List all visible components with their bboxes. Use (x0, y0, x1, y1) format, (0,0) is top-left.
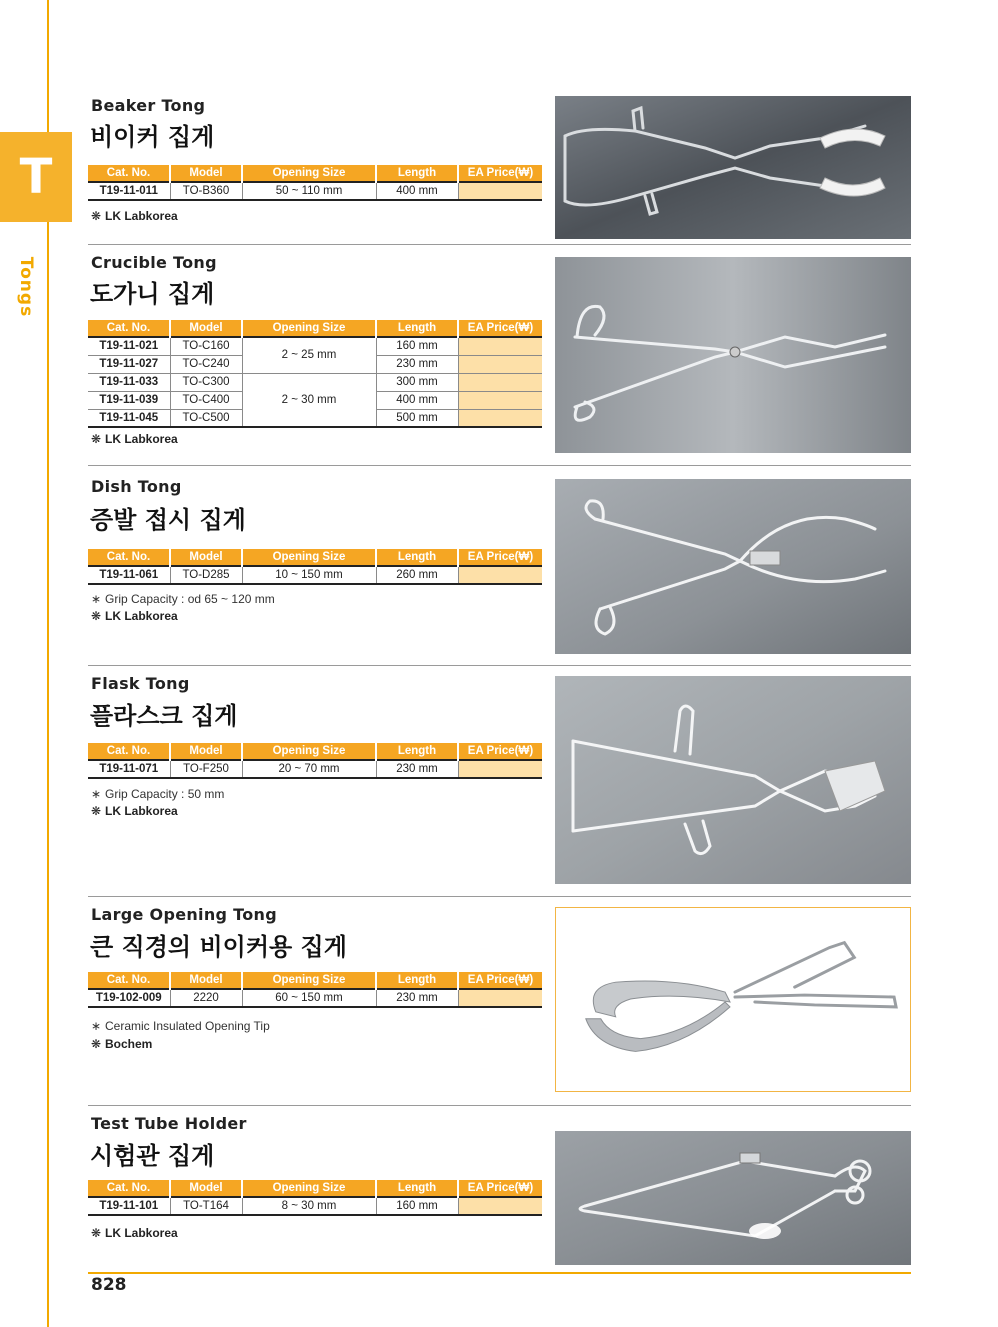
cat-no-cell: T19-11-039 (88, 391, 170, 409)
note-mark: ∗ (91, 787, 102, 801)
opening-cell: 8 ~ 30 mm (242, 1197, 376, 1215)
opening-cell: 50 ~ 110 mm (242, 182, 376, 200)
table-row (88, 337, 542, 355)
header-opening-size: Opening Size (242, 320, 376, 337)
length-cell: 400 mm (376, 182, 458, 200)
price-cell (458, 337, 542, 355)
product-title-ko: 큰 직경의 비이커용 집게 (90, 933, 347, 961)
table-header-row (88, 320, 542, 337)
price-cell (458, 355, 542, 373)
note-text: Grip Capacity : 50 mm (105, 787, 225, 801)
note-line (91, 592, 275, 606)
spec-table (88, 743, 542, 779)
header-cat-no: Cat. No. (88, 1180, 170, 1197)
header-opening-size: Opening Size (242, 165, 376, 182)
table-header-row (88, 1180, 542, 1197)
length-cell: 260 mm (376, 566, 458, 584)
price-cell (458, 391, 542, 409)
spec-table (88, 549, 542, 585)
side-label (14, 252, 38, 322)
brand-name: LK Labkorea (105, 1226, 178, 1240)
model-cell: TO-D285 (170, 566, 242, 584)
brand-line (91, 609, 178, 623)
note-mark: ∗ (91, 592, 102, 606)
section-divider (88, 665, 911, 666)
spec-table (88, 1180, 542, 1216)
table-row (88, 566, 542, 584)
opening-cell: 2 ~ 30 mm (242, 373, 376, 427)
product-title-en: Beaker Tong (91, 96, 206, 115)
length-cell: 160 mm (376, 337, 458, 355)
opening-cell: 20 ~ 70 mm (242, 760, 376, 778)
brand-line (91, 209, 178, 223)
model-cell: TO-T164 (170, 1197, 242, 1215)
cat-no-cell: T19-102-009 (88, 989, 170, 1007)
model-cell: TO-C160 (170, 337, 242, 355)
header-price: EA Price(₩) (458, 743, 542, 760)
header-cat-no: Cat. No. (88, 165, 170, 182)
page-number: 828 (91, 1275, 127, 1295)
header-cat-no: Cat. No. (88, 320, 170, 337)
model-cell: TO-C400 (170, 391, 242, 409)
header-model: Model (170, 320, 242, 337)
price-cell (458, 760, 542, 778)
brand-name: Bochem (105, 1037, 153, 1051)
header-price: EA Price(₩) (458, 320, 542, 337)
header-model: Model (170, 549, 242, 566)
cat-no-cell: T19-11-021 (88, 337, 170, 355)
product-title-en: Test Tube Holder (91, 1114, 247, 1133)
note-text: Ceramic Insulated Opening Tip (105, 1019, 270, 1033)
note-mark: ∗ (91, 1019, 102, 1033)
product-title-en: Large Opening Tong (91, 905, 277, 924)
price-cell (458, 989, 542, 1007)
header-cat-no: Cat. No. (88, 743, 170, 760)
cat-no-cell: T19-11-033 (88, 373, 170, 391)
model-cell: TO-C240 (170, 355, 242, 373)
cat-no-cell: T19-11-061 (88, 566, 170, 584)
header-opening-size: Opening Size (242, 972, 376, 989)
product-photo-beaker-tong (555, 96, 911, 239)
header-model: Model (170, 972, 242, 989)
brand-line (91, 1037, 152, 1051)
opening-cell: 10 ~ 150 mm (242, 566, 376, 584)
header-model: Model (170, 743, 242, 760)
section-divider (88, 1105, 911, 1106)
header-model: Model (170, 165, 242, 182)
header-cat-no: Cat. No. (88, 972, 170, 989)
opening-cell: 2 ~ 25 mm (242, 337, 376, 373)
brand-mark: ❋ (91, 804, 102, 818)
product-title-ko: 증발 접시 집게 (90, 506, 246, 534)
header-price: EA Price(₩) (458, 1180, 542, 1197)
header-length: Length (376, 549, 458, 566)
length-cell: 230 mm (376, 989, 458, 1007)
product-title-ko: 도가니 집게 (90, 280, 215, 308)
header-length: Length (376, 320, 458, 337)
brand-mark: ❋ (91, 209, 102, 223)
header-price: EA Price(₩) (458, 972, 542, 989)
side-label-text: Tongs (16, 256, 36, 318)
price-cell (458, 373, 542, 391)
product-title-en: Dish Tong (91, 477, 182, 496)
length-cell: 300 mm (376, 373, 458, 391)
length-cell: 230 mm (376, 355, 458, 373)
header-model: Model (170, 1180, 242, 1197)
product-title-ko: 시험관 집게 (90, 1142, 215, 1170)
table-row (88, 760, 542, 778)
table-header-row (88, 165, 542, 182)
cat-no-cell: T19-11-027 (88, 355, 170, 373)
note-line (91, 787, 224, 801)
header-length: Length (376, 165, 458, 182)
table-row (88, 989, 542, 1007)
table-header-row (88, 743, 542, 760)
spec-table (88, 165, 542, 201)
spec-table (88, 320, 542, 428)
header-length: Length (376, 1180, 458, 1197)
product-photo-large-opening-tong (555, 907, 911, 1092)
note-text: Grip Capacity : od 65 ~ 120 mm (105, 592, 275, 606)
brand-mark: ❋ (91, 1037, 102, 1051)
brand-mark: ❋ (91, 609, 102, 623)
header-opening-size: Opening Size (242, 1180, 376, 1197)
opening-cell: 60 ~ 150 mm (242, 989, 376, 1007)
cat-no-cell: T19-11-045 (88, 409, 170, 427)
spec-table (88, 972, 542, 1008)
header-price: EA Price(₩) (458, 165, 542, 182)
brand-name: LK Labkorea (105, 804, 178, 818)
table-row (88, 373, 542, 391)
header-opening-size: Opening Size (242, 743, 376, 760)
cat-no-cell: T19-11-011 (88, 182, 170, 200)
product-photo-test-tube-holder (555, 1131, 911, 1265)
section-divider (88, 465, 911, 466)
header-length: Length (376, 743, 458, 760)
brand-mark: ❋ (91, 432, 102, 446)
section-divider (88, 244, 911, 245)
product-title-en: Flask Tong (91, 674, 190, 693)
header-cat-no: Cat. No. (88, 549, 170, 566)
brand-name: LK Labkorea (105, 209, 178, 223)
model-cell: TO-C300 (170, 373, 242, 391)
model-cell: 2220 (170, 989, 242, 1007)
brand-line (91, 1226, 178, 1240)
section-tab-letter: T (19, 149, 53, 205)
brand-name: LK Labkorea (105, 432, 178, 446)
price-cell (458, 409, 542, 427)
table-header-row (88, 972, 542, 989)
cat-no-cell: T19-11-101 (88, 1197, 170, 1215)
price-cell (458, 182, 542, 200)
product-title-ko: 플라스크 집게 (90, 702, 238, 730)
brand-name: LK Labkorea (105, 609, 178, 623)
section-divider (88, 896, 911, 897)
note-line (91, 1019, 270, 1033)
product-title-en: Crucible Tong (91, 253, 217, 272)
table-row (88, 182, 542, 200)
length-cell: 400 mm (376, 391, 458, 409)
brand-mark: ❋ (91, 1226, 102, 1240)
product-title-ko: 비이커 집게 (90, 123, 215, 151)
model-cell: TO-F250 (170, 760, 242, 778)
model-cell: TO-B360 (170, 182, 242, 200)
product-photo-flask-tong (555, 676, 911, 884)
cat-no-cell: T19-11-071 (88, 760, 170, 778)
length-cell: 160 mm (376, 1197, 458, 1215)
header-price: EA Price(₩) (458, 549, 542, 566)
table-row (88, 1197, 542, 1215)
brand-line (91, 432, 178, 446)
header-opening-size: Opening Size (242, 549, 376, 566)
length-cell: 500 mm (376, 409, 458, 427)
price-cell (458, 1197, 542, 1215)
brand-line (91, 804, 178, 818)
product-photo-crucible-tong (555, 257, 911, 453)
price-cell (458, 566, 542, 584)
footer-line (88, 1272, 911, 1274)
header-length: Length (376, 972, 458, 989)
product-photo-dish-tong (555, 479, 911, 654)
model-cell: TO-C500 (170, 409, 242, 427)
length-cell: 230 mm (376, 760, 458, 778)
table-header-row (88, 549, 542, 566)
